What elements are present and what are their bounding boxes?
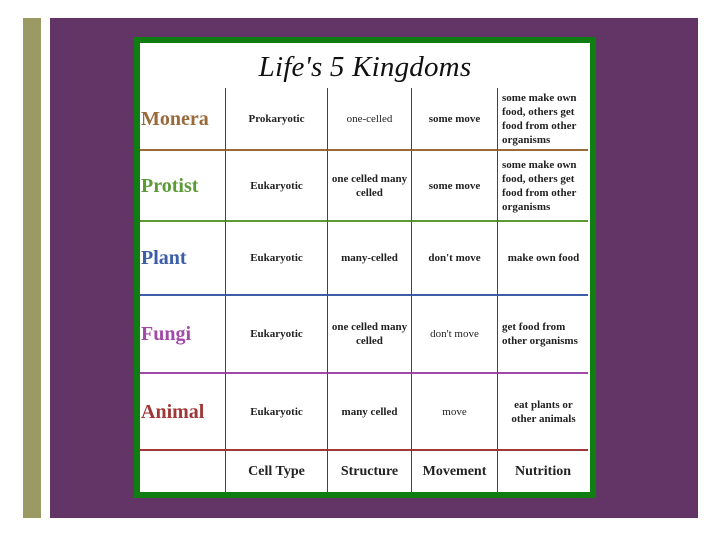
kingdom-name-plant: Plant xyxy=(140,222,226,296)
structure-monera: one-celled xyxy=(328,88,412,151)
kingdom-name-monera: Monera xyxy=(140,88,226,151)
nutrition-animal: eat plants or other animals xyxy=(498,374,588,451)
nutrition-fungi: get food from other organisms xyxy=(498,296,588,374)
movement-fungi: don't move xyxy=(412,296,498,374)
movement-monera: some move xyxy=(412,88,498,151)
kingdom-name-fungi: Fungi xyxy=(140,296,226,374)
kingdom-name-protist: Protist xyxy=(140,151,226,222)
column-label-movement: Movement xyxy=(412,451,498,492)
movement-plant: don't move xyxy=(412,222,498,296)
column-label-structure: Structure xyxy=(328,451,412,492)
kingdoms-chart-frame xyxy=(134,37,596,498)
accent-bar xyxy=(23,18,41,518)
kingdom-name-animal: Animal xyxy=(140,374,226,451)
footer-blank xyxy=(140,451,226,492)
column-label-nutrition: Nutrition xyxy=(515,463,571,479)
structure-animal: many celled xyxy=(328,374,412,451)
movement-animal: move xyxy=(412,374,498,451)
movement-protist: some move xyxy=(412,151,498,222)
kingdoms-table xyxy=(140,88,588,492)
structure-protist: one celled many celled xyxy=(328,151,412,222)
cell-type-monera: Prokaryotic xyxy=(226,88,328,151)
column-label-cell-type: Cell Type xyxy=(226,451,328,492)
cell-type-fungi: Eukaryotic xyxy=(226,296,328,374)
cell-type-plant: Eukaryotic xyxy=(226,222,328,296)
nutrition-plant: make own food xyxy=(498,222,588,296)
cell-type-protist: Eukaryotic xyxy=(226,151,328,222)
structure-fungi: one celled many celled xyxy=(328,296,412,374)
kingdoms-chart xyxy=(140,43,590,492)
cell-type-animal: Eukaryotic xyxy=(226,374,328,451)
nutrition-protist: some make own food, others get food from other organisms xyxy=(498,151,588,222)
structure-plant: many-celled xyxy=(328,222,412,296)
nutrition-monera: some make own food, others get food from other organisms xyxy=(498,88,588,151)
chart-title: Life's 5 Kingdoms xyxy=(258,51,472,83)
